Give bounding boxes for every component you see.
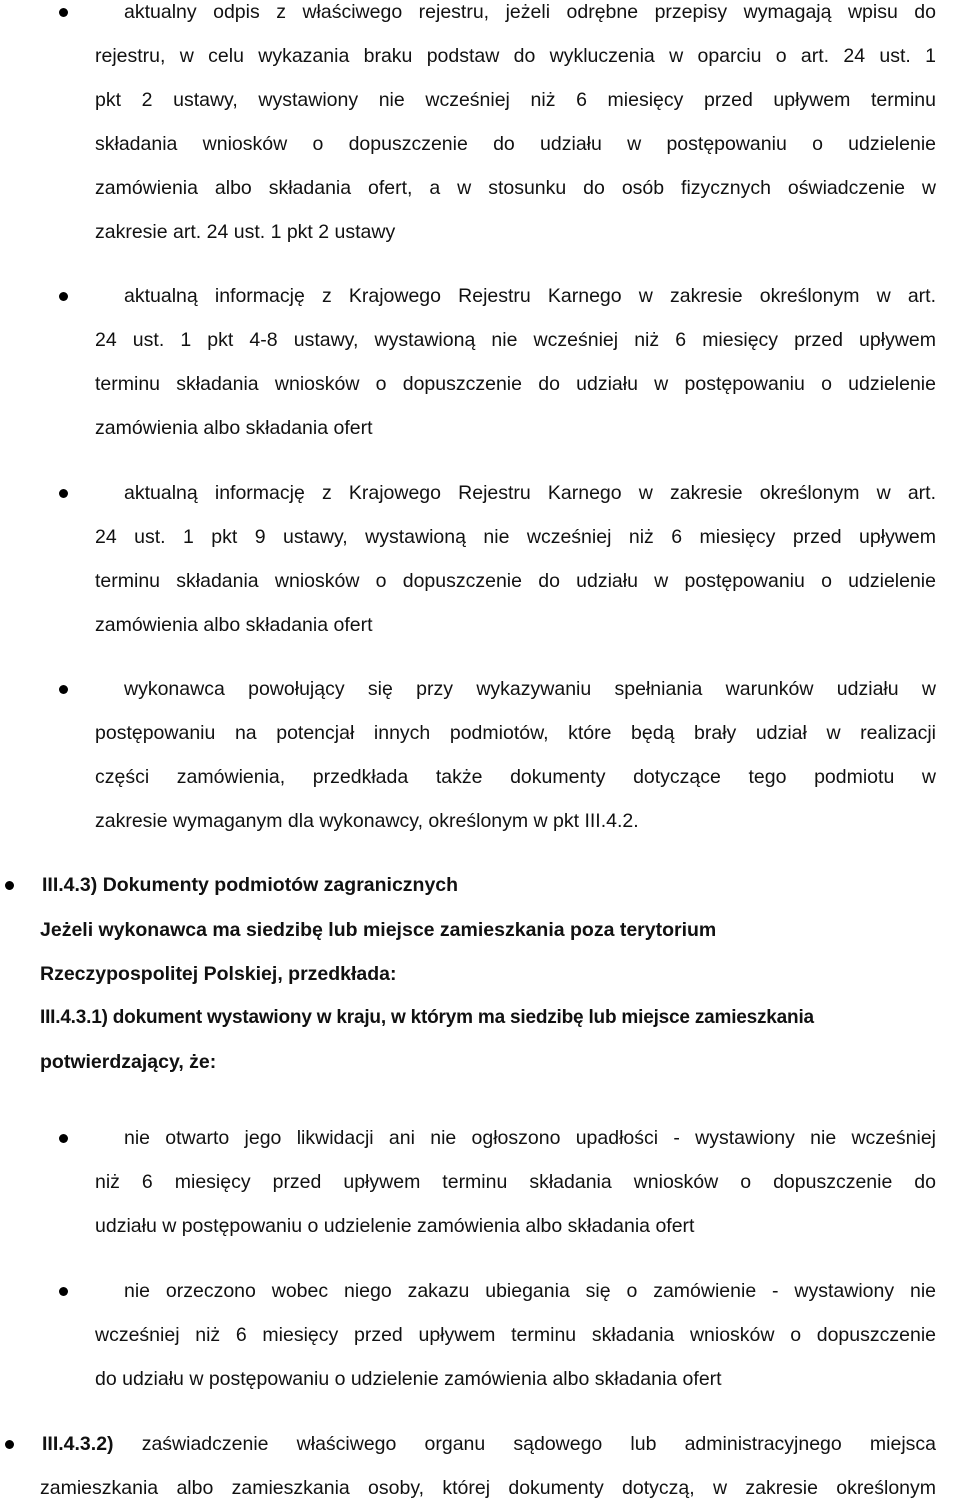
section-heading: III.4.3) Dokumenty podmiotów zagranicznych (42, 874, 459, 896)
list-item-line: III.4.3.2) zaświadczenie właściwego organu sądowego lub administracyjnego miejsca (42, 1433, 936, 1455)
bullet-icon (59, 489, 68, 498)
bullet-icon (59, 8, 68, 17)
list-item-line: nie otwarto jego likwidacji ani nie ogłoszono upadłości - wystawiony nie wcześniej (124, 1127, 936, 1149)
list-item-line: aktualny odpis z właściwego rejestru, jeżeli odrębne przepisy wymagają wpisu do (124, 1, 936, 23)
list-item-line: zamówienia albo składania ofert (95, 614, 373, 636)
list-item-line: zamówienia albo składania ofert (95, 417, 373, 439)
paragraph-line: potwierdzający, że: (40, 1051, 217, 1073)
list-item-line: zamieszkania albo zamieszkania osoby, której dokumenty dotyczą, w zakresie określonym (40, 1477, 936, 1499)
bullet-icon (5, 881, 14, 890)
paragraph-line: Jeżeli wykonawca ma siedzibę lub miejsce zamieszkania poza terytorium (40, 919, 717, 941)
list-item-line: aktualną informację z Krajowego Rejestru Karnego w zakresie określonym w art. (124, 285, 936, 307)
list-item-line: wykonawca powołujący się przy wykazywaniu spełniania warunków udziału w (124, 678, 936, 700)
bullet-icon (5, 1440, 14, 1449)
bullet-icon (59, 292, 68, 301)
bullet-icon (59, 1134, 68, 1143)
list-item-line: niż 6 miesięcy przed upływem terminu składania wniosków o dopuszczenie do (95, 1171, 936, 1193)
list-item-line: części zamówienia, przedkłada także dokumenty dotyczące tego podmiotu w (95, 766, 936, 788)
list-item-line: nie orzeczono wobec niego zakazu ubiegania się o zamówienie - wystawiony nie (124, 1280, 936, 1302)
bullet-icon (59, 1287, 68, 1296)
list-item-line: terminu składania wniosków o dopuszczenie do udziału w postępowaniu o udzielenie (95, 373, 936, 395)
list-item-line: wcześniej niż 6 miesięcy przed upływem terminu składania wniosków o dopuszczenie (95, 1324, 936, 1346)
list-item-line: 24 ust. 1 pkt 4-8 ustawy, wystawioną nie wcześniej niż 6 miesięcy przed upływem (95, 329, 936, 351)
list-item-line: zamówienia albo składania ofert, a w stosunku do osób fizycznych oświadczenie w (95, 177, 936, 199)
list-item-line: zakresie art. 24 ust. 1 pkt 2 ustawy (95, 221, 396, 243)
list-item-line: aktualną informację z Krajowego Rejestru Karnego w zakresie określonym w art. (124, 482, 936, 504)
paragraph-line: Rzeczypospolitej Polskiej, przedkłada: (40, 963, 397, 985)
list-item-line: udziału w postępowaniu o udzielenie zamówienia albo składania ofert (95, 1215, 695, 1237)
list-item-line: do udziału w postępowaniu o udzielenie zamówienia albo składania ofert (95, 1368, 722, 1390)
list-item-line: postępowaniu na potencjał innych podmiotów, które będą brały udział w realizacji (95, 722, 936, 744)
list-item-line: składania wniosków o dopuszczenie do udziału w postępowaniu o udzielenie (95, 133, 936, 155)
bullet-icon (59, 685, 68, 694)
list-item-line: zakresie wymaganym dla wykonawcy, określonym w pkt III.4.2. (95, 810, 639, 832)
list-item-line: 24 ust. 1 pkt 9 ustawy, wystawioną nie wcześniej niż 6 miesięcy przed upływem (95, 526, 936, 548)
list-item-line: pkt 2 ustawy, wystawiony nie wcześniej niż 6 miesięcy przed upływem terminu (95, 89, 936, 111)
list-item-line: rejestru, w celu wykazania braku podstaw do wykluczenia w oparciu o art. 24 ust. 1 (95, 45, 936, 67)
list-item-line: terminu składania wniosków o dopuszczenie do udziału w postępowaniu o udzielenie (95, 570, 936, 592)
paragraph-line: III.4.3.1) dokument wystawiony w kraju, w którym ma siedzibę lub miejsce zamieszkania (40, 1007, 814, 1028)
